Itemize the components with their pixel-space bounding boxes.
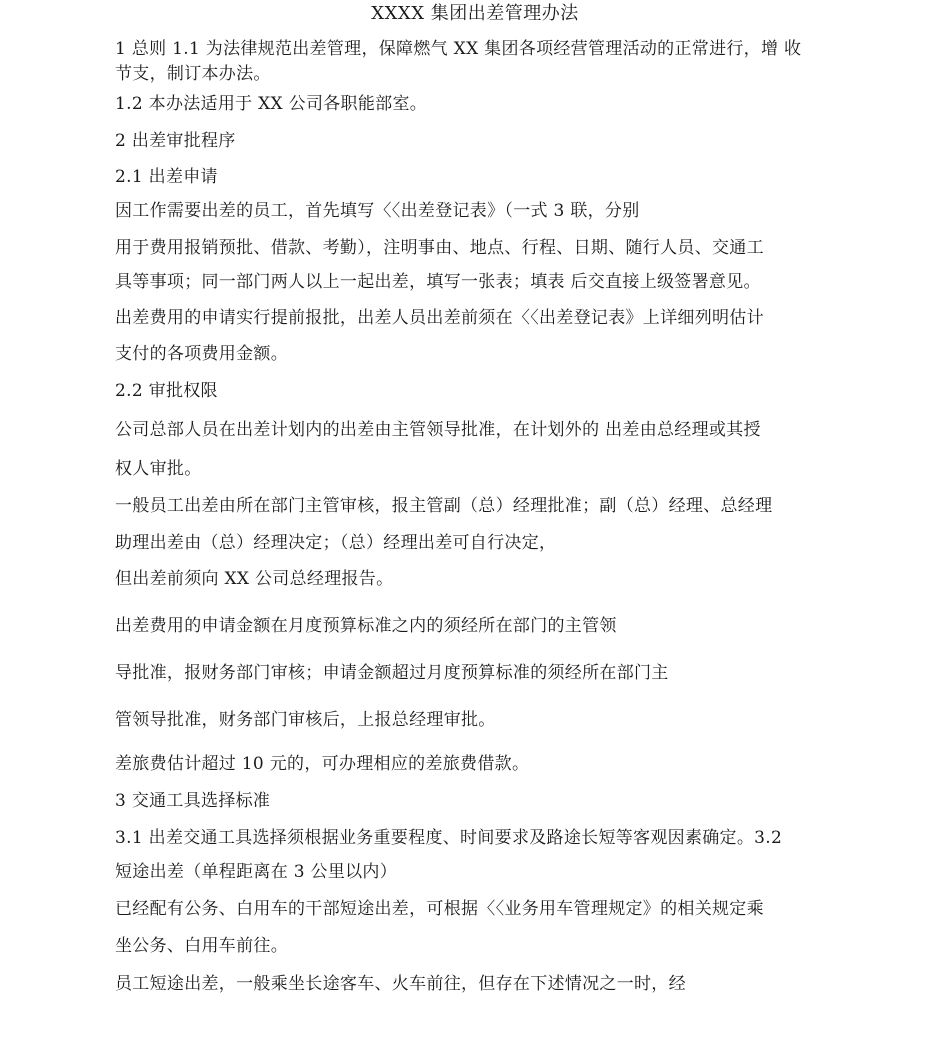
section-heading: 3 交通工具选择标准 — [115, 791, 271, 811]
text-line: 助理出差由（总）经理决定；（总）经理出差可自行决定， — [115, 533, 557, 553]
text-line: 1 总则 1.1 为法律规范出差管理，保障燃气 XX 集团各项经营管理活动的正常进行，增 收 — [115, 39, 802, 59]
section-heading: 2 出差审批程序 — [115, 131, 236, 151]
text-line: 权人审批。 — [115, 459, 202, 479]
text-line: 短途出差（单程距离在 3 公里以内） — [115, 862, 398, 882]
text-line: 支付的各项费用金额。 — [115, 344, 288, 364]
text-line: 员工短途出差，一般乘坐长途客车、火车前往，但存在下述情况之一时，经 — [115, 974, 686, 994]
text-line: 一般员工出差由所在部门主管审核，报主管副（总）经理批准；副（总）经理、总经理 — [115, 496, 773, 516]
text-line: 用于费用报销预批、借款、考勤），注明事由、地点、行程、日期、随行人员、交通工 — [115, 238, 764, 258]
document-title: XXXX 集团出差管理办法 — [371, 3, 579, 24]
text-line: 出差费用的申请金额在月度预算标准之内的须经所在部门的主管领 — [115, 616, 617, 636]
text-line: 公司总部人员在出差计划内的出差由主管领导批准，在计划外的 出差由总经理或其授 — [115, 420, 761, 440]
text-line: 具等事项；同一部门两人以上一起出差，填写一张表；填表 后交直接上级签署意见。 — [115, 272, 761, 292]
text-line: 1.2 本办法适用于 XX 公司各职能部室。 — [115, 94, 428, 114]
text-line: 出差费用的申请实行提前报批，出差人员出差前须在〈〈出差登记表》上详细列明估计 — [115, 308, 764, 328]
text-line: 3.1 出差交通工具选择须根据业务重要程度、时间要求及路途长短等客观因素确定。3.2 — [115, 828, 783, 848]
text-line: 差旅费估计超过 10 元的，可办理相应的差旅费借款。 — [115, 754, 530, 774]
text-line: 导批准，报财务部门审核；申请金额超过月度预算标准的须经所在部门主 — [115, 663, 669, 683]
text-line: 因工作需要出差的员工，首先填写〈〈出差登记表》（一式 3 联，分别 — [115, 201, 640, 221]
text-line: 已经配有公务、白用车的干部短途出差，可根据〈〈业务用车管理规定》的相关规定乘 — [115, 899, 764, 919]
section-heading: 2.2 审批权限 — [115, 381, 218, 401]
text-line: 但出差前须向 XX 公司总经理报告。 — [115, 569, 394, 589]
section-heading: 2.1 出差申请 — [115, 167, 218, 187]
text-line: 节支，制订本办法。 — [115, 64, 271, 84]
text-line: 管领导批准，财务部门审核后，上报总经理审批。 — [115, 710, 496, 730]
text-line: 坐公务、白用车前往。 — [115, 936, 288, 956]
